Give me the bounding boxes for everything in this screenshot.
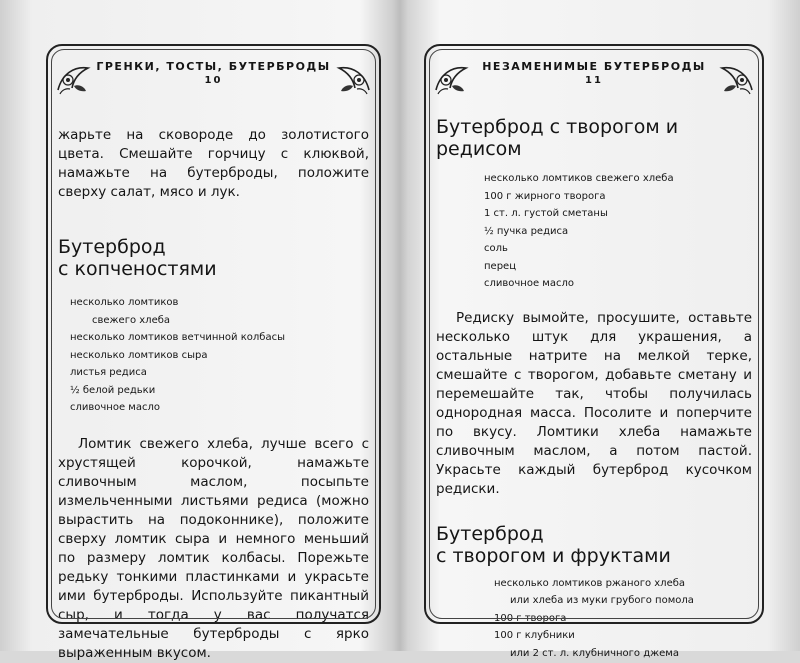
ingredient-item: свежего хлеба — [92, 314, 171, 326]
ingredient-item: 1 ст. л. густой сметаны — [484, 208, 608, 219]
ingredient-item: сливочное масло — [484, 278, 574, 289]
ingredient-list — [436, 575, 752, 663]
intro-paragraph: жарьте на сковороде до золотистого цвета. Смешайте горчицу с клюквой, намажьте на бутерброды, положите сверху салат, мясо и лук. — [58, 127, 369, 200]
header-title: НЕЗАМЕНИМЫЕ БУТЕРБРОДЫ — [482, 60, 706, 73]
right-page-content — [436, 116, 752, 662]
ingredient-item: 100 г творога — [494, 612, 567, 624]
ingredient-item: несколько ломтиков сыра — [70, 349, 208, 361]
recipe-heading — [58, 236, 369, 280]
right-page-frame — [424, 44, 764, 659]
left-page-content — [58, 126, 369, 663]
running-header — [48, 60, 379, 88]
ingredient-item: соль — [484, 243, 508, 254]
recipe-title: с творогом и фруктами — [436, 544, 671, 567]
page-number: 10 — [204, 75, 223, 86]
recipe-title: Бутерброд — [58, 236, 166, 258]
ingredient-list — [436, 170, 752, 293]
floral-ornament-icon — [54, 60, 94, 100]
header-title: ГРЕНКИ, ТОСТЫ, БУТЕРБРОДЫ — [96, 60, 331, 73]
running-header — [426, 60, 762, 88]
ingredient-item: сливочное масло — [70, 402, 160, 413]
recipe-heading — [436, 523, 752, 567]
recipe-title: с копченостями — [58, 258, 217, 280]
page-number: 11 — [585, 75, 603, 86]
ingredient-item: 100 г жирного творога — [484, 190, 606, 202]
ingredient-item: ½ пучка редиса — [484, 225, 569, 237]
ingredient-item: ½ белой редьки — [70, 384, 156, 396]
left-page-frame — [46, 44, 381, 661]
ingredient-item: или 2 ст. л. клубничного джема — [510, 647, 679, 659]
ingredient-item: листья редиса — [70, 367, 147, 378]
ingredient-item: или хлеба из муки грубого помола — [510, 595, 694, 606]
ingredient-item: 100 г клубники — [494, 630, 575, 641]
floral-ornament-icon — [333, 60, 373, 100]
recipe-title: Бутерброд — [436, 522, 544, 545]
floral-ornament-icon — [716, 60, 756, 100]
recipe-title: Бутерброд с творогом и редисом — [436, 116, 679, 160]
ingredient-item: несколько ломтиков ржаного хлеба — [494, 577, 686, 589]
method-paragraph: Редиску вымойте, просушите, оставьте несколько штук для украшения, а остальные натрите на мелкой терке, смешайте с творогом, добавьте сметану и перемешайте так, чтобы получилась однородная масса. Посолите и поперчите по вкусу. Ломтики хлеба намажьте сливочным маслом, а потом пастой. Украсьте каждый бутерброд кусочком редиски. — [436, 309, 752, 497]
ingredient-item: несколько ломтиков — [70, 297, 179, 308]
ingredient-item: перец — [484, 260, 516, 272]
ingredient-item: несколько ломтиков свежего хлеба — [484, 173, 674, 184]
method-paragraph: Ломтик свежего хлеба, лучше всего с хрустящей корочкой, намажьте сливочным маслом, посыпьте измельченными листьями редиса (можно вырастить на подоконнике), положите сверху ломтик сыра и немного меньший по размеру ломтик колбасы. Порежьте редьку тонкими пластинками и украсьте ими бутерброды. Используйте пикантный сыр, и тогда у вас получатся замечательные бутерброды с ярко выраженным вкусом. — [58, 435, 369, 661]
floral-ornament-icon — [432, 60, 472, 100]
ingredient-item: несколько ломтиков ветчинной колбасы — [70, 332, 285, 343]
ingredient-list — [58, 294, 369, 417]
